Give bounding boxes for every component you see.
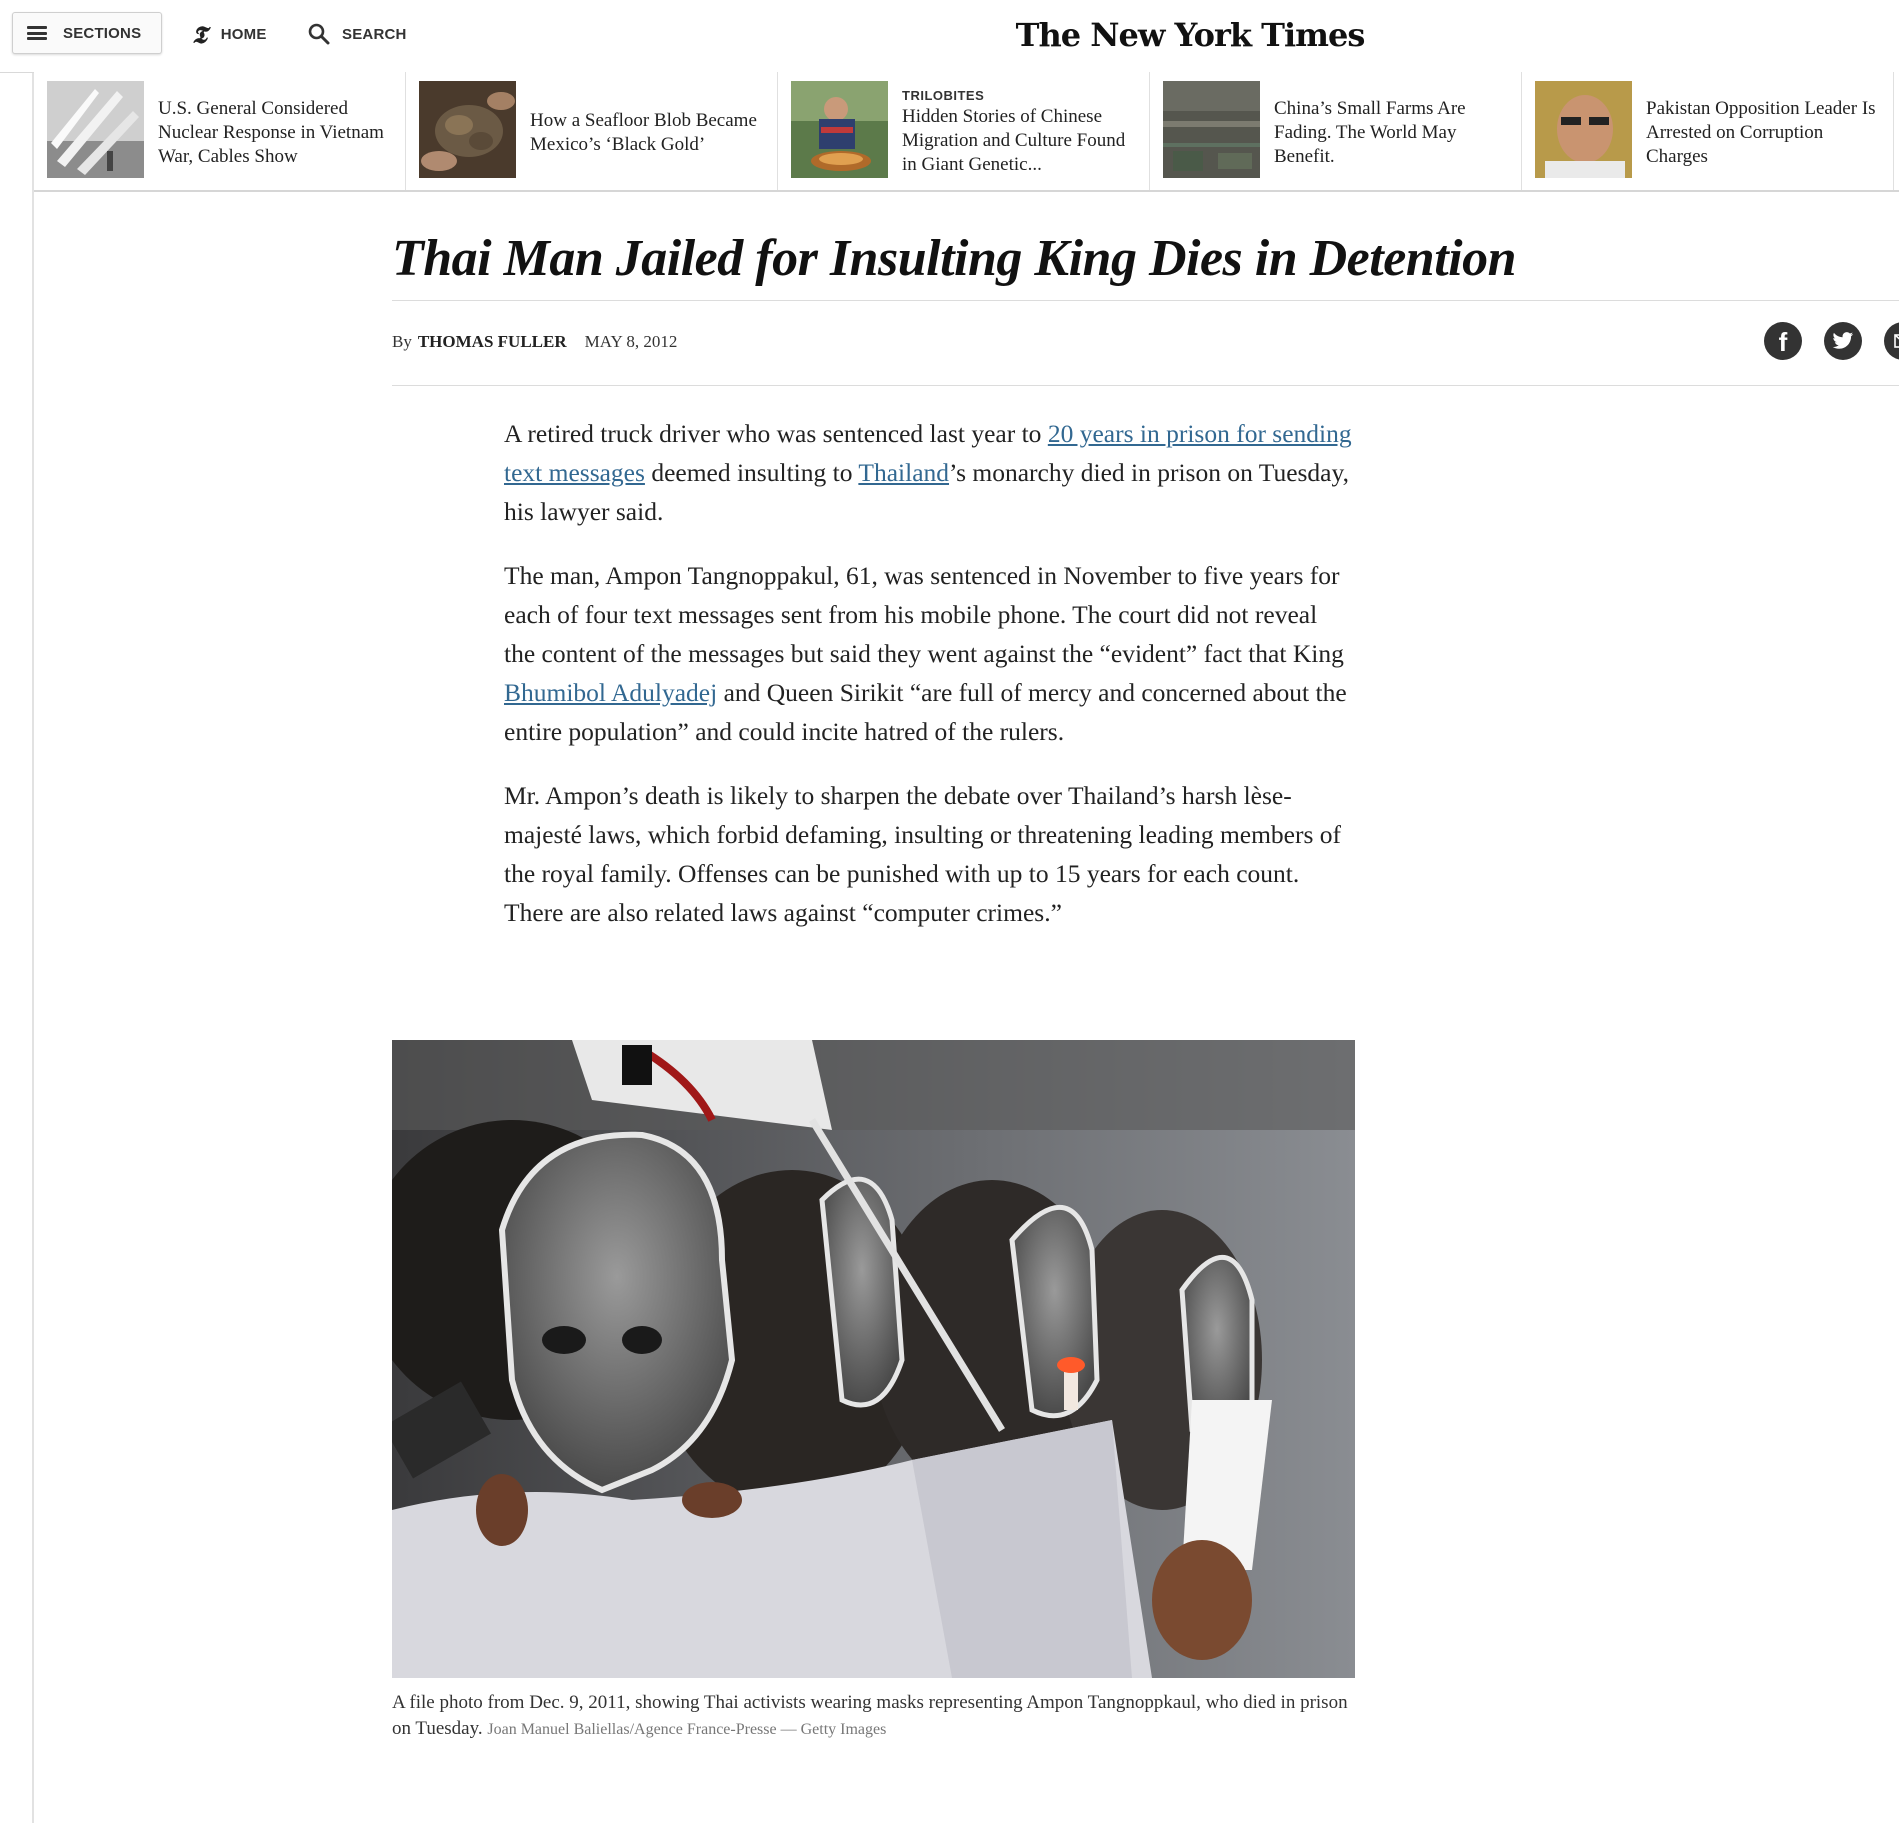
home-link[interactable] (192, 18, 267, 50)
top-navigation-bar (0, 0, 1899, 73)
paragraph-1 (504, 414, 1352, 531)
search-icon (308, 23, 330, 45)
byline-prefix: By (392, 332, 412, 351)
nyt-masthead-logo[interactable]: The New York Times (1015, 16, 1365, 54)
article-photo-masked-activists (392, 1040, 1355, 1678)
ribbon-story-4[interactable] (1150, 72, 1522, 190)
byline (392, 330, 677, 354)
hamburger-menu-icon (27, 26, 47, 40)
paragraph-text: Mr. Ampon’s death is likely to sharpen the debate over Thailand’s harsh lèse-majesté laws, which forbid defaming, insulting or threatening leading members of the royal family. Offenses can be punished with up to 15 years for each count. There are also related laws against “computer crimes.” (504, 781, 1342, 927)
ribbon-kicker: TRILOBITES (902, 87, 985, 103)
ribbon-headline: Hidden Stories of Chinese Migration and Culture Found in Giant Genetic... (902, 105, 1126, 175)
home-label: HOME (220, 25, 267, 43)
politician-portrait-photo-thumbnail (1535, 81, 1632, 178)
chinese-cooking-photo-thumbnail (791, 81, 888, 178)
divider (392, 385, 1899, 386)
twitter-icon (1832, 331, 1854, 351)
bhumibol-adulyadej-link[interactable]: Bhumibol Adulyadej (504, 678, 718, 707)
thailand-link[interactable]: Thailand (858, 458, 950, 487)
divider (392, 300, 1899, 301)
publish-date: MAY 8, 2012 (584, 332, 678, 351)
seafloor-blob-photo-thumbnail (419, 81, 516, 178)
photo-caption (392, 1690, 1355, 1743)
paragraph-text: ’s monarchy died in prison on Tuesday, his lawyer said. (504, 458, 1349, 526)
email-icon (1894, 334, 1899, 348)
search-link[interactable] (308, 18, 407, 50)
ribbon-story-3[interactable] (778, 72, 1150, 190)
ribbon-headline: U.S. General Considered Nuclear Response in Vietnam War, Cables Show (158, 98, 384, 167)
caption-text: A file photo from Dec. 9, 2011, showing Thai activists wearing masks representing Ampon Tangnoppkaul, who died in prison on Tuesday. (392, 1692, 1348, 1739)
paragraph-text: The man, Ampon Tangnoppakul, 61, was sentenced in November to five years for each of four text messages sent from his mobile phone. The court did not reveal the content of the messages but said they went against the “evident” fact that King (504, 561, 1344, 668)
twitter-share-button[interactable] (1824, 322, 1862, 360)
email-share-button[interactable] (1884, 322, 1899, 360)
search-label: SEARCH (342, 25, 407, 43)
ribbon-headline: Pakistan Opposition Leader Is Arrested on Corruption Charges (1646, 98, 1876, 167)
sections-button[interactable] (12, 12, 162, 54)
paragraph-2 (504, 556, 1352, 751)
sections-label: SECTIONS (63, 24, 142, 42)
story-ribbon (34, 72, 1899, 192)
aerial-farms-photo-thumbnail (1163, 81, 1260, 178)
facebook-share-button[interactable] (1764, 322, 1802, 360)
ribbon-headline: How a Seafloor Blob Became Mexico’s ‘Black Gold’ (530, 110, 757, 155)
ribbon-headline: China’s Small Farms Are Fading. The World May Benefit. (1274, 98, 1466, 167)
paragraph-text: and Queen Sirikit “are full of mercy and concerned about the entire population” and could incite hatred of the rulers. (504, 678, 1347, 746)
page-left-border (32, 72, 34, 1823)
missiles-photo-thumbnail (47, 81, 144, 178)
article-headline: Thai Man Jailed for Insulting King Dies in Detention (392, 230, 1517, 287)
article-body (504, 414, 1352, 957)
paragraph-3 (504, 776, 1352, 932)
prison-sentence-link[interactable]: 20 years in prison for sending text messages (504, 419, 1352, 487)
facebook-icon: f (1778, 327, 1788, 357)
nyt-t-logo-icon: 𝕿 (192, 19, 207, 49)
ribbon-story-5[interactable] (1522, 72, 1894, 190)
ribbon-story-1[interactable] (34, 72, 406, 190)
ribbon-story-2[interactable] (406, 72, 778, 190)
paragraph-text: A retired truck driver who was sentenced last year to (504, 419, 1048, 448)
author-link[interactable]: THOMAS FULLER (417, 332, 567, 351)
photo-credit: Joan Manuel Baliellas/Agence France-Presse — Getty Images (487, 1721, 887, 1738)
paragraph-text: deemed insulting to (644, 458, 859, 487)
